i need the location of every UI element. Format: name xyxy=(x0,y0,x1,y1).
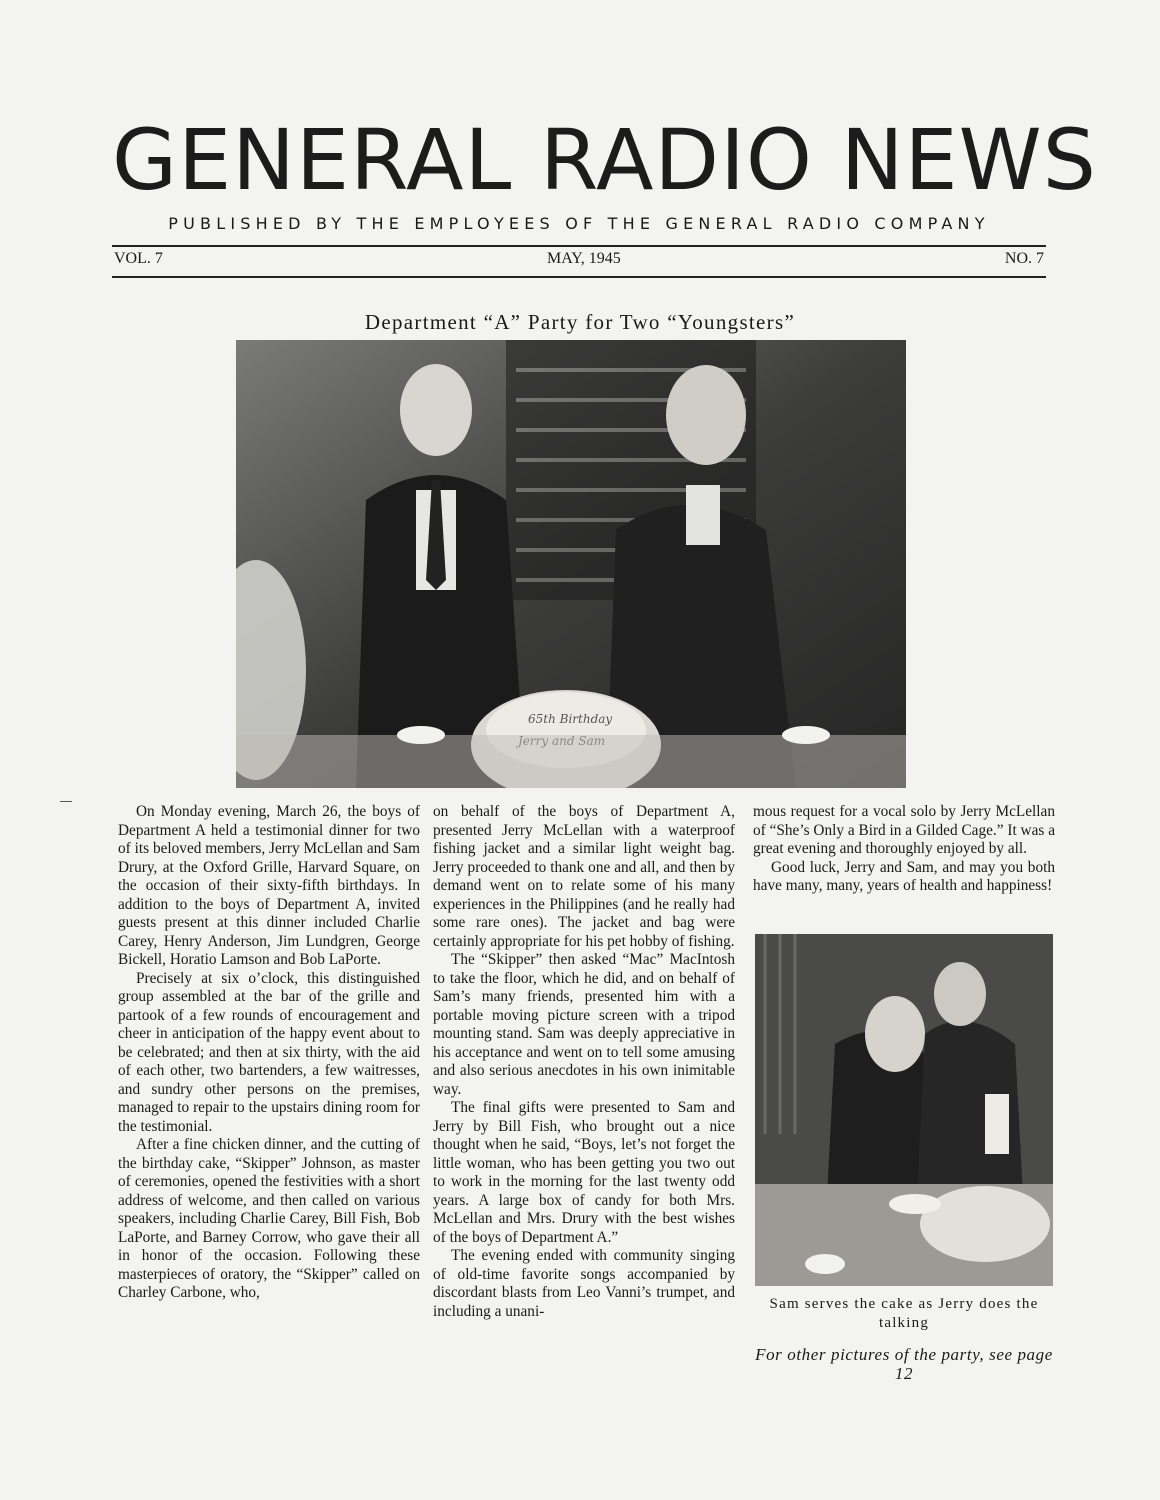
article-column-1 xyxy=(118,803,420,1303)
small-photo-illustration xyxy=(755,934,1053,1286)
paragraph: on behalf of the boys of Department A, presented Jerry McLellan with a waterproof fishing jacket and a similar light weight bag. Jerry proceeded to thank one and all, and then by demand went on to relate some of his many experiences in the Philippines (and he really had some rare ones). The jacket and bag were certainly appropriate for his pet hobby of fishing. xyxy=(433,803,735,950)
masthead xyxy=(112,111,1097,233)
paragraph: Good luck, Jerry and Sam, and may you both have many, many, years of health and happiness! xyxy=(753,858,1055,894)
paragraph: mous request for a vocal solo by Jerry McLellan of “She’s Only a Bird in a Gilded Cage.” It was a great evening and thoroughly enjoyed by all. xyxy=(753,803,1055,857)
paragraph: On Monday evening, March 26, the boys of Department A held a testimonial dinner for two of its beloved members, Jerry McLellan and Sam Drury, at the Oxford Grille, Harvard Square, on the occasion of their sixty-fifth birthdays. In addition to the boys of Department A, invited guests present at this dinner included Charlie Carey, Henry Anderson, Jim Lundgren, George Bickell, Horatio Lamson and Bob LaPorte. xyxy=(118,803,420,968)
article-headline: Department “A” Party for Two “Youngsters” xyxy=(364,310,796,334)
article-column-3 xyxy=(753,803,1055,896)
issue-number: NO. 7 xyxy=(1004,250,1044,267)
masthead-rule-bottom xyxy=(112,276,1046,278)
volume-label: VOL. 7 xyxy=(114,250,163,267)
paragraph: Precisely at six o’clock, this distinguished group assembled at the bar of the grille and partook of a few rounds of encouragement and cheer in anticipation of the happy event about to be celebrated; and then at six thirty, with the aid of each other, two bartenders, a few waitresses, and sundry other persons on the premises, managed to repair to the upstairs dining room for the testimonial. xyxy=(118,969,420,1135)
main-party-photo xyxy=(236,340,906,788)
paragraph: The final gifts were presented to Sam and Jerry by Bill Fish, who brought out a nice thought when he said, “Boys, let’s not forget the little woman, who has been getting you two out to work in the morning for the last twenty odd years. A large box of candy for both Mrs. McLellan and Mrs. Drury with the best wishes of the boys of Department A.” xyxy=(433,1099,735,1246)
photo-caption: Sam serves the cake as Jerry does the talking xyxy=(769,1296,1039,1331)
paragraph: The evening ended with community singing of old-time favorite songs accompanied by discordant blasts from Leo Vanni’s trumpet, and including a unani- xyxy=(433,1247,735,1320)
issue-line xyxy=(114,250,1044,268)
see-page-note: For other pictures of the party, see page 12 xyxy=(755,1345,1053,1383)
newspaper-title: GENERAL RADIO NEWS xyxy=(112,111,1097,209)
article-column-2 xyxy=(433,803,735,1321)
paragraph: The “Skipper” then asked “Mac” MacIntosh to take the floor, which he did, and on behalf of Sam’s many friends, presented him with a portable moving picture screen with a tripod mounting stand. Sam was deeply appreciative in his acceptance and went on to tell some amusing and also serious anecdotes in his own inimitable way. xyxy=(433,951,735,1098)
newspaper-subtitle: PUBLISHED BY THE EMPLOYEES OF THE GENERAL RADIO COMPANY xyxy=(168,214,990,233)
main-photo-illustration xyxy=(236,340,906,788)
masthead-rule-top xyxy=(112,245,1046,247)
margin-mark xyxy=(60,801,72,802)
paragraph: After a fine chicken dinner, and the cutting of the birthday cake, “Skipper” Johnson, as master of ceremonies, opened the festivities with a short address of welcome, and then called on various speakers, including Charlie Carey, Bill Fish, Bob LaPorte, and Barney Corrow, who gave their all in honor of the occasion. Following these masterpieces of oratory, the “Skipper” called on Charley Carbone, who, xyxy=(118,1136,420,1301)
issue-date: MAY, 1945 xyxy=(546,250,621,267)
cake-serving-photo xyxy=(755,934,1053,1286)
cake-text-line1: 65th Birthday xyxy=(528,712,613,726)
